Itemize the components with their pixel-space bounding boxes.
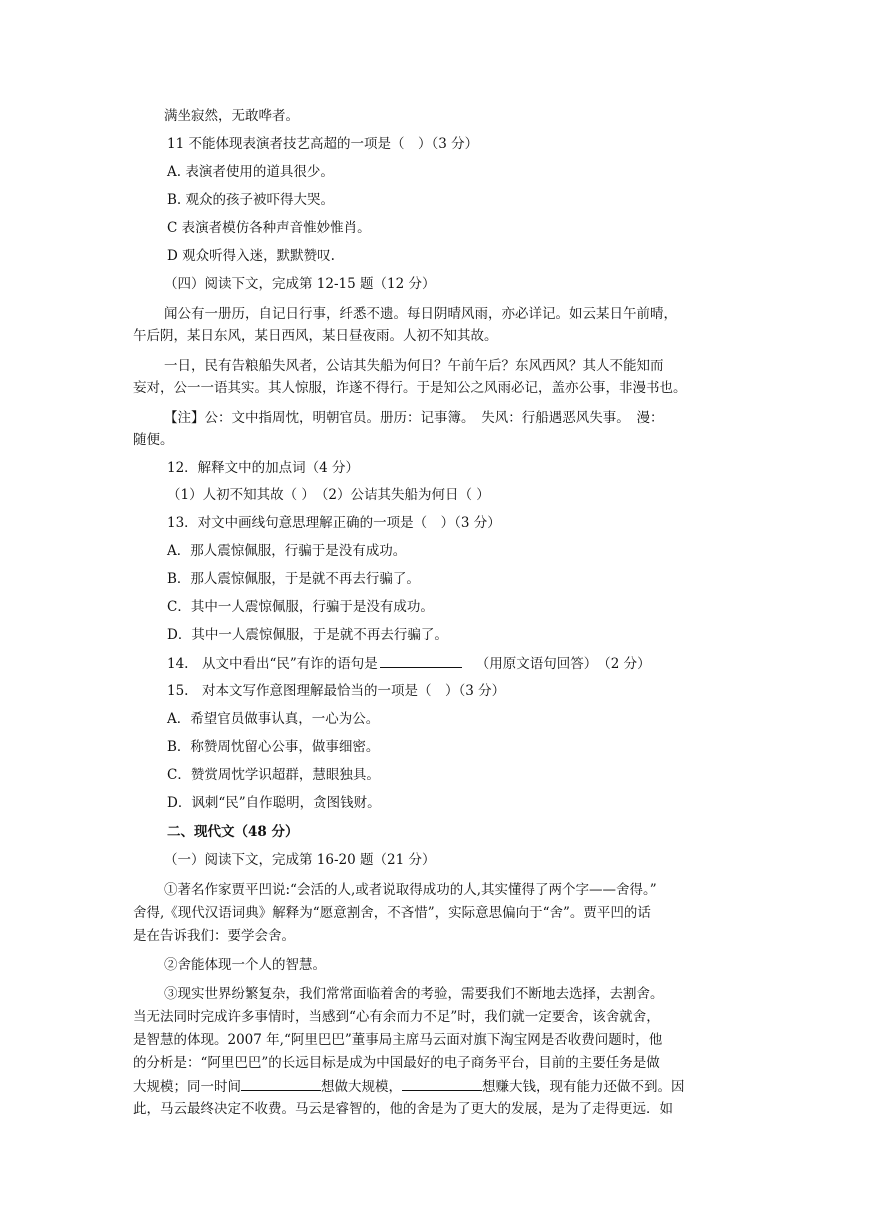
passage-line: ③现实世界纷繁复杂，我们常常面临着舍的考验，需要我们不断地去选择，去割舍。 <box>164 986 664 1002</box>
passage-line: 的分析是：“阿里巴巴”的长远目标是成为中国最好的电子商务平台，目前的主要任务是做 <box>133 1055 660 1071</box>
note-line: 随便。 <box>133 432 174 448</box>
text-line: 满坐寂然，无敢哗者。 <box>164 108 299 124</box>
question-12-items: （1）人初不知其故（ ） （2）公诘其失船为何日（ ） <box>167 487 490 503</box>
question-14 <box>167 653 651 673</box>
option-d: D 观众听得入迷，默默赞叹. <box>167 248 335 264</box>
passage-line <box>133 1076 685 1096</box>
option-b: B．那人震惊佩服，于是就不再去行骗了。 <box>167 571 420 587</box>
answer-blank[interactable] <box>380 653 462 668</box>
option-a: A. 表演者使用的道具很少。 <box>167 164 334 180</box>
answer-blank[interactable] <box>241 1076 321 1091</box>
option-c: C．其中一人震惊佩服，行骗于是没有成功。 <box>167 599 434 615</box>
section-heading: （一）阅读下文，完成第 16-20 题（21 分） <box>164 852 436 868</box>
passage-line: 当无法同时完成许多事情时，当感到“心有余而力不足”时，我们就一定要舍，该舍就舍， <box>133 1009 660 1025</box>
passage-line: 是在告诉我们：要学会舍。 <box>133 928 295 944</box>
passage-line: 一日，民有告粮船失风者，公诘其失船为何日？午前午后？东风西风？其人不能知而 <box>164 358 664 374</box>
passage-line: 午后阴，某日东风，某日西风，某日昼夜雨。人初不知其故。 <box>133 328 498 344</box>
option-c: C 表演者模仿各种声音惟妙惟肖。 <box>167 220 371 236</box>
passage-text: 想做大规模， <box>321 1079 402 1095</box>
option-a: A．那人震惊佩服，行骗于是没有成功。 <box>167 543 407 559</box>
option-d: D．讽刺“民”自作聪明，贪图钱财。 <box>167 795 381 811</box>
option-a: A．希望官员做事认真，一心为公。 <box>167 711 380 727</box>
section-heading: （四）阅读下文，完成第 12-15 题（12 分） <box>164 276 436 292</box>
question-12: 12．解释文中的加点词（4 分） <box>167 460 360 476</box>
passage-text: 想赚大钱，现有能力还做不到。因 <box>482 1079 685 1095</box>
question-13: 13．对文中画线句意思理解正确的一项是（ ）（3 分） <box>167 515 501 531</box>
section-title: 二、现代文（48 分） <box>167 824 299 840</box>
passage-line: 是智慧的体现。2007 年,“阿里巴巴”董事局主席马云面对旗下淘宝网是否收费问题时，他 <box>133 1032 663 1048</box>
question-14-suffix: （用原文语句回答） （2 分） <box>475 656 651 672</box>
option-d: D．其中一人震惊佩服，于是就不再去行骗了。 <box>167 627 448 643</box>
passage-text: 大规模；同一时间 <box>133 1079 241 1095</box>
question-11: 11 不能体现表演者技艺高超的一项是（ ）（3 分） <box>167 136 479 152</box>
passage-line: ①著名作家贾平凹说:“会活的人,或者说取得成功的人,其实懂得了两个字——舍得。” <box>164 882 657 898</box>
passage-line: ②舍能体现一个人的智慧。 <box>164 957 326 973</box>
option-b: B．称赞周忱留心公事，做事细密。 <box>167 739 380 755</box>
question-14-text: 14. 从文中看出“民”有诈的语句是 <box>167 656 378 672</box>
passage-line: 妄对，公一一语其实。其人惊服，诈遂不得行。于是知公之风雨必记，盖亦公事，非漫书也。 <box>133 380 687 396</box>
passage-line: 此，马云最终决定不收费。马云是睿智的，他的舍是为了更大的发展，是为了走得更远．如 <box>133 1101 673 1117</box>
passage-line: 舍得,《现代汉语词典》解释为“愿意割舍，不吝惜”，实际意思偏向于“舍”。贾平凹的话 <box>133 905 651 921</box>
question-15: 15. 对本文写作意图理解最恰当的一项是（ ）（3 分） <box>167 683 506 699</box>
answer-blank[interactable] <box>402 1076 482 1091</box>
note-line: 【注】公：文中指周忱，明朝官员。册历：记事簿。 失风：行船遇恶风失事。 漫： <box>164 410 664 426</box>
option-b: B. 观众的孩子被吓得大哭。 <box>167 192 335 208</box>
option-c: C．赞赏周忱学识超群，慧眼独具。 <box>167 767 380 783</box>
passage-line: 闻公有一册历，自记日行事，纤悉不遗。每日阴晴风雨，亦必详记。如云某日午前晴， <box>164 306 677 322</box>
